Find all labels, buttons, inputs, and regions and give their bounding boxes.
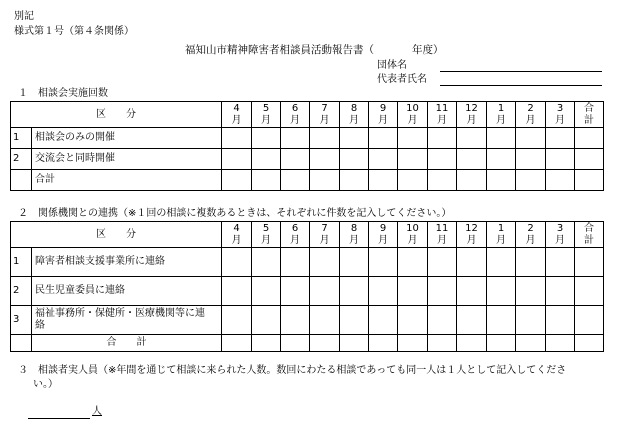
- count-cell[interactable]: [252, 335, 281, 352]
- count-cell[interactable]: [252, 248, 281, 277]
- month-header: 4 月: [222, 222, 252, 248]
- section3-heading-line2: い。）: [33, 379, 58, 390]
- count-cell[interactable]: [252, 306, 281, 335]
- count-cell[interactable]: [516, 170, 546, 191]
- count-cell[interactable]: [369, 248, 398, 277]
- count-cell[interactable]: [398, 128, 428, 149]
- row-number: [11, 170, 32, 191]
- count-cell[interactable]: [281, 335, 310, 352]
- month-header: 11 月: [428, 222, 457, 248]
- row-label: [32, 306, 222, 335]
- month-header: 1 月: [487, 222, 516, 248]
- count-cell[interactable]: [516, 149, 546, 170]
- month-header: 7 月: [310, 102, 340, 128]
- count-cell[interactable]: [398, 149, 428, 170]
- month-header: 10 月: [398, 222, 428, 248]
- count-cell[interactable]: [222, 149, 252, 170]
- row-label: 相談会のみの開催: [32, 128, 222, 149]
- count-cell[interactable]: [340, 306, 369, 335]
- table-header-row: [11, 102, 604, 128]
- count-cell[interactable]: [516, 306, 546, 335]
- count-cell[interactable]: [340, 248, 369, 277]
- count-cell[interactable]: [281, 149, 310, 170]
- annex-label: 別記: [14, 11, 34, 22]
- count-cell[interactable]: [428, 128, 457, 149]
- count-cell[interactable]: [457, 170, 487, 191]
- count-cell[interactable]: [546, 306, 575, 335]
- count-cell[interactable]: [340, 335, 369, 352]
- month-header: 7 月: [310, 222, 340, 248]
- person-count-field[interactable]: [28, 418, 90, 419]
- count-cell[interactable]: [487, 128, 516, 149]
- count-cell[interactable]: [575, 170, 604, 191]
- count-cell[interactable]: [428, 248, 457, 277]
- count-cell[interactable]: [252, 149, 281, 170]
- count-cell[interactable]: [310, 248, 340, 277]
- count-cell[interactable]: [281, 170, 310, 191]
- section1-heading: １ 相談会実施回数: [18, 88, 108, 99]
- count-cell[interactable]: [340, 170, 369, 191]
- count-cell[interactable]: [428, 149, 457, 170]
- count-cell[interactable]: [487, 335, 516, 352]
- count-cell[interactable]: [222, 248, 252, 277]
- count-cell[interactable]: [575, 248, 604, 277]
- month-header: 5 月: [252, 222, 281, 248]
- count-cell[interactable]: [310, 170, 340, 191]
- row-label-line2: 絡: [35, 320, 45, 331]
- form-number: 様式第１号（第４条関係）: [14, 26, 134, 37]
- count-cell[interactable]: [222, 277, 252, 306]
- count-cell[interactable]: [281, 128, 310, 149]
- month-header: 3 月: [546, 222, 575, 248]
- row-label: 合 計: [32, 335, 222, 352]
- count-cell[interactable]: [398, 335, 428, 352]
- count-cell[interactable]: [222, 170, 252, 191]
- count-cell[interactable]: [428, 306, 457, 335]
- section2-heading: ２ 関係機関との連携（※１回の相談に複数あるときは、それぞれに件数を記入してください。）: [18, 208, 452, 219]
- month-header: 12 月: [457, 222, 487, 248]
- table-row: [11, 149, 604, 170]
- count-cell[interactable]: [457, 335, 487, 352]
- table-row-total: [11, 170, 604, 191]
- count-cell[interactable]: [369, 128, 398, 149]
- count-cell[interactable]: [369, 277, 398, 306]
- count-cell[interactable]: [546, 335, 575, 352]
- rep-name-field[interactable]: [440, 85, 602, 86]
- count-cell[interactable]: [516, 277, 546, 306]
- month-header: 10 月: [398, 102, 428, 128]
- count-cell[interactable]: [340, 128, 369, 149]
- row-label-line1: 福祉事務所・保健所・医療機関等に連: [35, 308, 205, 319]
- count-cell[interactable]: [487, 149, 516, 170]
- month-header: 9 月: [369, 222, 398, 248]
- count-cell[interactable]: [398, 306, 428, 335]
- org-name-field[interactable]: [440, 71, 602, 72]
- count-cell[interactable]: [487, 248, 516, 277]
- count-cell[interactable]: [310, 306, 340, 335]
- month-header: 8 月: [340, 222, 369, 248]
- month-header: 1 月: [487, 102, 516, 128]
- section3-heading-line1: ３ 相談者実人員（※年間を通じて相談に来られた人数。数回にわたる相談であっても同一人は１人として記入してくださ: [18, 365, 567, 376]
- count-cell[interactable]: [516, 128, 546, 149]
- row-label: 合計: [32, 170, 222, 191]
- count-cell[interactable]: [575, 149, 604, 170]
- month-header: 5 月: [252, 102, 281, 128]
- count-cell[interactable]: [457, 306, 487, 335]
- page-title: [185, 44, 444, 56]
- count-cell[interactable]: [546, 149, 575, 170]
- month-header: 3 月: [546, 102, 575, 128]
- row-number: 2: [11, 149, 32, 170]
- rep-name-label: 代表者氏名: [377, 74, 427, 85]
- row-number: [11, 335, 32, 352]
- count-cell[interactable]: [281, 248, 310, 277]
- table-row: [11, 306, 604, 335]
- month-header: 2 月: [516, 222, 546, 248]
- table-row: [11, 128, 604, 149]
- count-cell[interactable]: [457, 277, 487, 306]
- count-cell[interactable]: [457, 149, 487, 170]
- count-cell[interactable]: [310, 128, 340, 149]
- count-cell[interactable]: [546, 248, 575, 277]
- count-cell[interactable]: [281, 306, 310, 335]
- section2-table: [10, 221, 604, 352]
- count-cell[interactable]: [457, 248, 487, 277]
- count-cell[interactable]: [575, 306, 604, 335]
- month-header: 9 月: [369, 102, 398, 128]
- count-cell[interactable]: [222, 306, 252, 335]
- count-cell[interactable]: [369, 306, 398, 335]
- count-cell[interactable]: [546, 170, 575, 191]
- month-header: 11 月: [428, 102, 457, 128]
- month-header: 2 月: [516, 102, 546, 128]
- count-cell[interactable]: [516, 335, 546, 352]
- month-header: 12 月: [457, 102, 487, 128]
- org-name-label: 団体名: [377, 60, 407, 71]
- table-row: [11, 277, 604, 306]
- count-cell[interactable]: [546, 128, 575, 149]
- table-row: [11, 248, 604, 277]
- kubun-header: 区 分: [11, 102, 222, 128]
- row-label: 障害者相談支援事業所に連絡: [32, 248, 222, 277]
- count-cell[interactable]: [222, 335, 252, 352]
- total-header: 合 計: [575, 222, 604, 248]
- title-suffix: 年度）: [412, 44, 444, 56]
- row-label: 民生児童委員に連絡: [32, 277, 222, 306]
- section1-table: [10, 101, 604, 191]
- month-header: 6 月: [281, 102, 310, 128]
- count-cell[interactable]: [340, 277, 369, 306]
- count-cell[interactable]: [575, 335, 604, 352]
- count-cell[interactable]: [428, 170, 457, 191]
- count-cell[interactable]: [398, 170, 428, 191]
- row-number: 3: [11, 306, 32, 335]
- count-cell[interactable]: [369, 170, 398, 191]
- count-cell[interactable]: [369, 149, 398, 170]
- month-header: 8 月: [340, 102, 369, 128]
- row-number: 1: [11, 128, 32, 149]
- count-cell[interactable]: [487, 277, 516, 306]
- total-header: 合 計: [575, 102, 604, 128]
- count-cell[interactable]: [310, 335, 340, 352]
- count-cell[interactable]: [310, 277, 340, 306]
- count-cell[interactable]: [252, 170, 281, 191]
- count-cell[interactable]: [252, 277, 281, 306]
- row-label: 交流会と同時開催: [32, 149, 222, 170]
- kubun-header: 区 分: [11, 222, 222, 248]
- title-prefix: 福知山市精神障害者相談員活動報告書（: [185, 44, 374, 56]
- count-cell[interactable]: [310, 149, 340, 170]
- row-number: 1: [11, 248, 32, 277]
- count-cell[interactable]: [340, 149, 369, 170]
- count-cell[interactable]: [457, 128, 487, 149]
- count-cell[interactable]: [398, 248, 428, 277]
- month-header: 6 月: [281, 222, 310, 248]
- count-cell[interactable]: [428, 335, 457, 352]
- count-cell[interactable]: [516, 248, 546, 277]
- count-cell[interactable]: [281, 277, 310, 306]
- count-cell[interactable]: [487, 170, 516, 191]
- row-number: 2: [11, 277, 32, 306]
- count-cell[interactable]: [252, 128, 281, 149]
- table-header-row: [11, 222, 604, 248]
- count-cell[interactable]: [428, 277, 457, 306]
- table-row-total: [11, 335, 604, 352]
- person-unit: 人: [92, 406, 102, 417]
- month-header: 4 月: [222, 102, 252, 128]
- count-cell[interactable]: [546, 277, 575, 306]
- count-cell[interactable]: [398, 277, 428, 306]
- count-cell[interactable]: [222, 128, 252, 149]
- count-cell[interactable]: [369, 335, 398, 352]
- count-cell[interactable]: [575, 128, 604, 149]
- count-cell[interactable]: [487, 306, 516, 335]
- count-cell[interactable]: [575, 277, 604, 306]
